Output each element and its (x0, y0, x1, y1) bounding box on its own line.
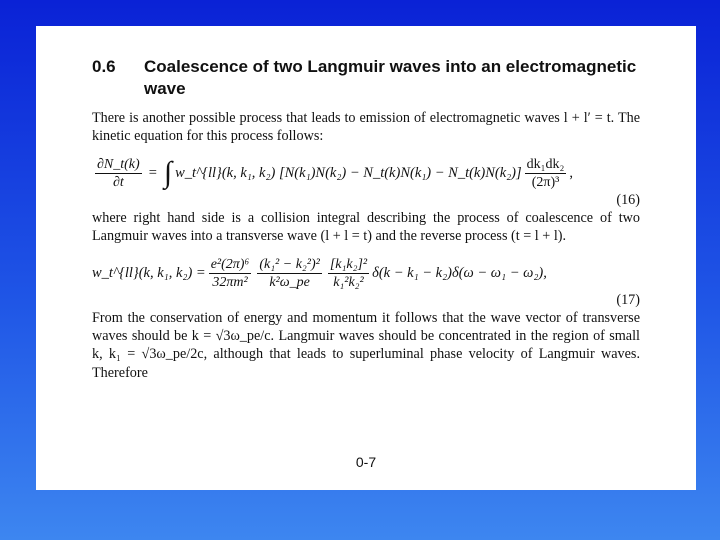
eq17-fraction-2 (257, 256, 322, 291)
page-number: 0-7 (355, 454, 377, 470)
eq17-f2-numerator: (k₁² − k₂²)² (259, 256, 320, 272)
eq16-measure-numerator: dk₁dk₂ (526, 156, 565, 172)
eq17-f1-denominator: 32πm² (212, 274, 248, 290)
eq16-measure (525, 156, 567, 191)
eq17-lhs: w_t^{ll}(k, k₁, k₂) = (92, 264, 206, 281)
equation-16: $\frac{\partial N\_t(k)}{\partial t}$ = ∫ w_t^{ll}(k, k₁, k₂) [N(k₁)N(k₂) − N_t(k)N(k₁) − N_t(k)N(k₂)] $\frac{\text{dk₁dk₂}}{\text{(2π)³}}$ , (16) (92, 156, 640, 209)
eq16-rhs-body: w_t^{ll}(k, k₁, k₂) [N(k₁)N(k₂) − N_t(k)N(k₁) − N_t(k)N(k₂)] (175, 164, 522, 181)
eq17-label: (17) (616, 291, 640, 308)
eq17-fraction-1 (209, 256, 252, 291)
eq16-lhs-denominator: ∂t (112, 174, 124, 190)
paragraph-collision: where right hand side is a collision integral describing the process of coalescence of two Langmuir waves into a transverse wave (l + l = t) and the reverse process (t = l + l). (92, 209, 640, 245)
eq17-f2-denominator: k²ω_pe (269, 274, 310, 290)
integral-sign-icon: ∫ (163, 156, 173, 190)
eq16-measure-denominator: (2π)³ (531, 174, 560, 190)
paragraph-conservation: From the conservation of energy and momentum it follows that the wave vector of transverse waves should be k = √3ω_pe/c. Langmuir waves should be concentrated in the region of small k, k₁ = √3ω_pe/2c, although that leads to superluminal phase velocity of Langmuir waves. Therefore (92, 309, 640, 381)
paper-content (92, 56, 640, 382)
eq17-f1-numerator: e²(2π)⁶ (210, 256, 250, 272)
section-heading (92, 56, 640, 100)
paragraph-intro: There is another possible process that leads to emission of electromagnetic waves l + l′ = t. The kinetic equation for this process follows: (92, 110, 640, 145)
eq17-fraction-3 (328, 256, 369, 291)
eq17-tail: δ(k − k₁ − k₂)δ(ω − ω₁ − ω₂), (372, 264, 547, 281)
section-number: 0.6 (92, 57, 116, 76)
eq17-f3-numerator: [k₁k₂]² (329, 256, 368, 272)
equation-17 (92, 256, 640, 309)
eq16-lhs-numerator: ∂N_t(k) (97, 156, 140, 172)
eq16-lhs (95, 156, 142, 191)
eq17-f3-denominator: k₁²k₂² (333, 274, 364, 290)
eq16-label: (16) (616, 191, 640, 208)
slide-page (36, 26, 696, 490)
section-title: Coalescence of two Langmuir waves into an electromagnetic wave (144, 57, 637, 98)
